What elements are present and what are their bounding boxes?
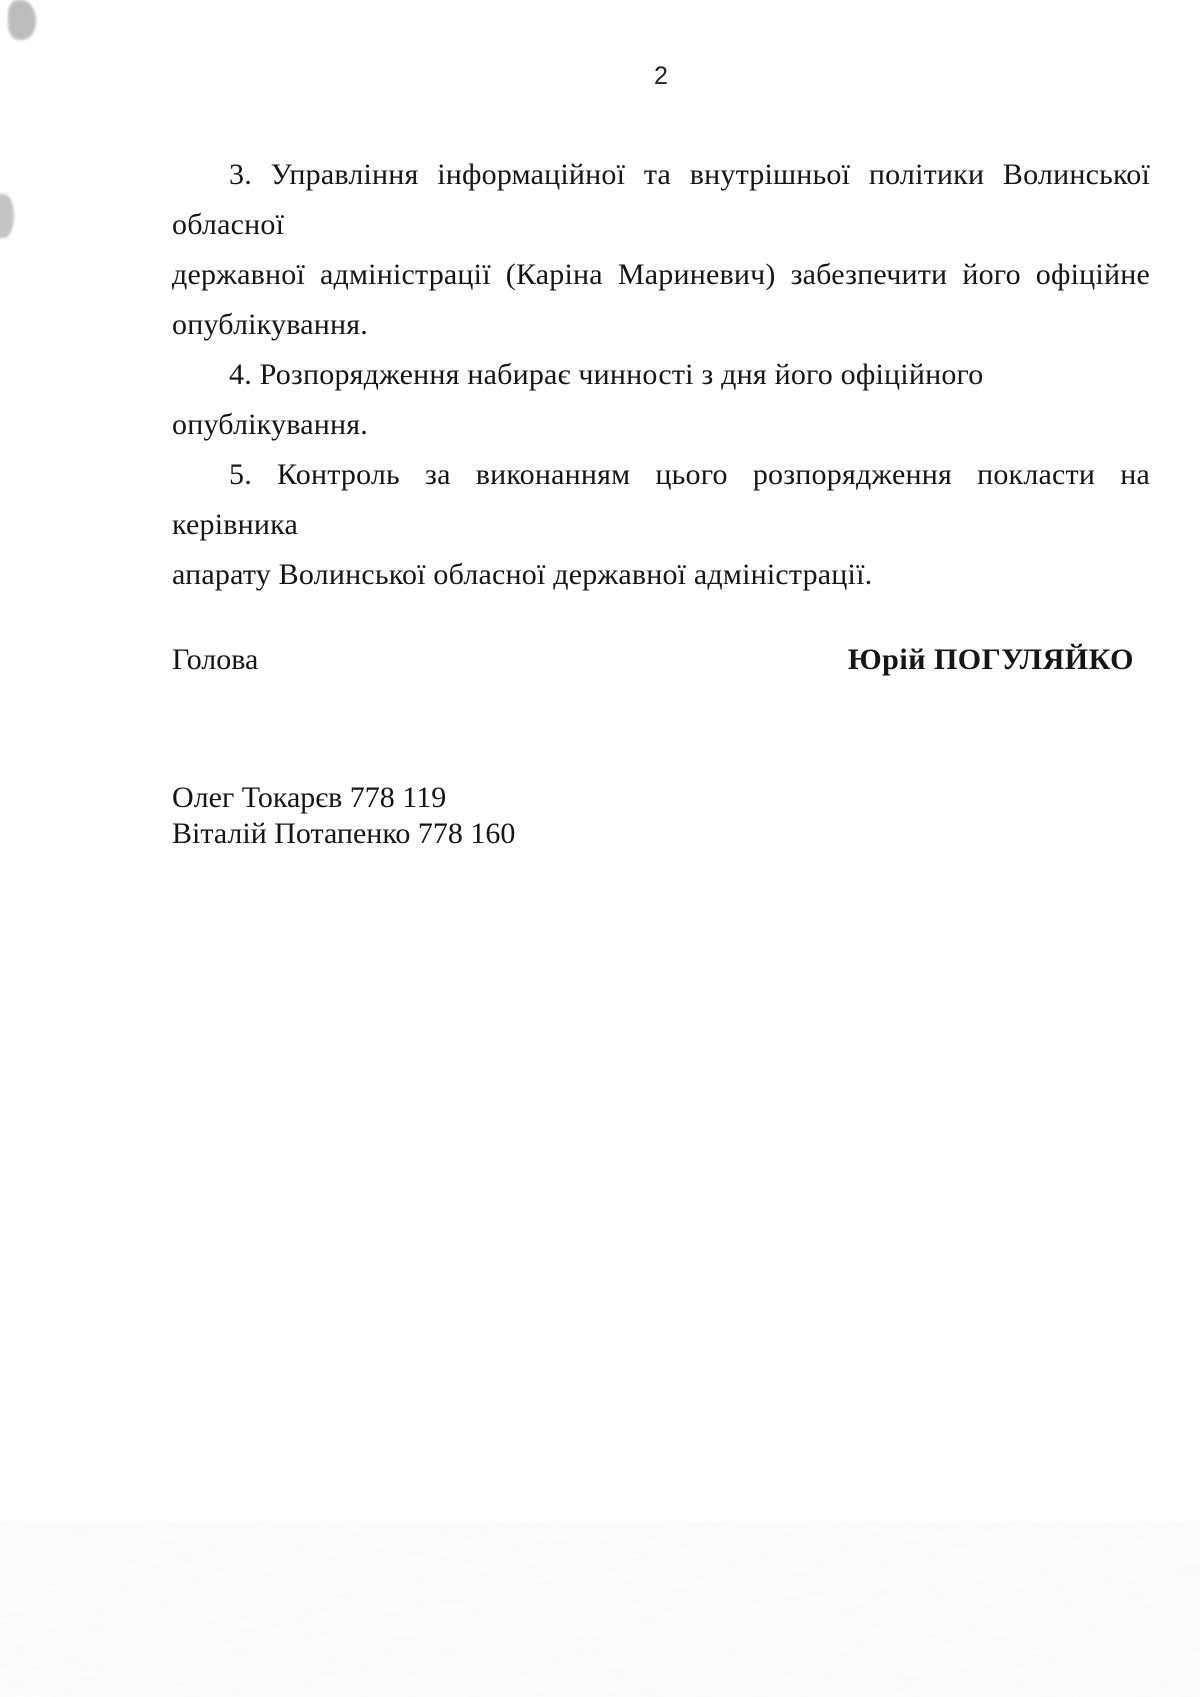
scan-noise-bottom-band — [0, 1522, 1200, 1697]
paragraph-5 — [172, 450, 1150, 600]
contact-block — [172, 780, 1150, 852]
paragraph-5-line-2: апарату Волинської обласної державної адміністрації. — [172, 558, 873, 591]
paragraph-3-line-2: державної адміністрації (Каріна Мариневич) забезпечити його офіційне — [172, 258, 1150, 291]
paragraph-3-line-1: 3. Управління інформаційної та внутрішньої політики Волинської обласної — [172, 158, 1150, 241]
paragraph-3-line-3: опублікування. — [172, 308, 368, 341]
scan-smudge-left-edge — [0, 194, 14, 238]
contact-line-1: Олег Токарєв 778 119 — [172, 781, 447, 814]
signature-name: Юрій ПОГУЛЯЙКО — [847, 643, 1134, 676]
page-number: 2 — [654, 62, 668, 90]
signature-title: Голова — [172, 643, 259, 676]
paragraph-4 — [172, 350, 1150, 450]
paragraph-3 — [172, 150, 1150, 350]
paragraph-4-line-1: 4. Розпорядження набирає чинності з дня його офіційного опублікування. — [172, 358, 984, 441]
contact-line-2: Віталій Потапенко 778 160 — [172, 817, 516, 850]
paragraph-5-line-1: 5. Контроль за виконанням цього розпорядження покласти на керівника — [172, 458, 1150, 541]
signature-row — [172, 635, 1150, 685]
scan-smudge-top-left — [8, 0, 36, 40]
